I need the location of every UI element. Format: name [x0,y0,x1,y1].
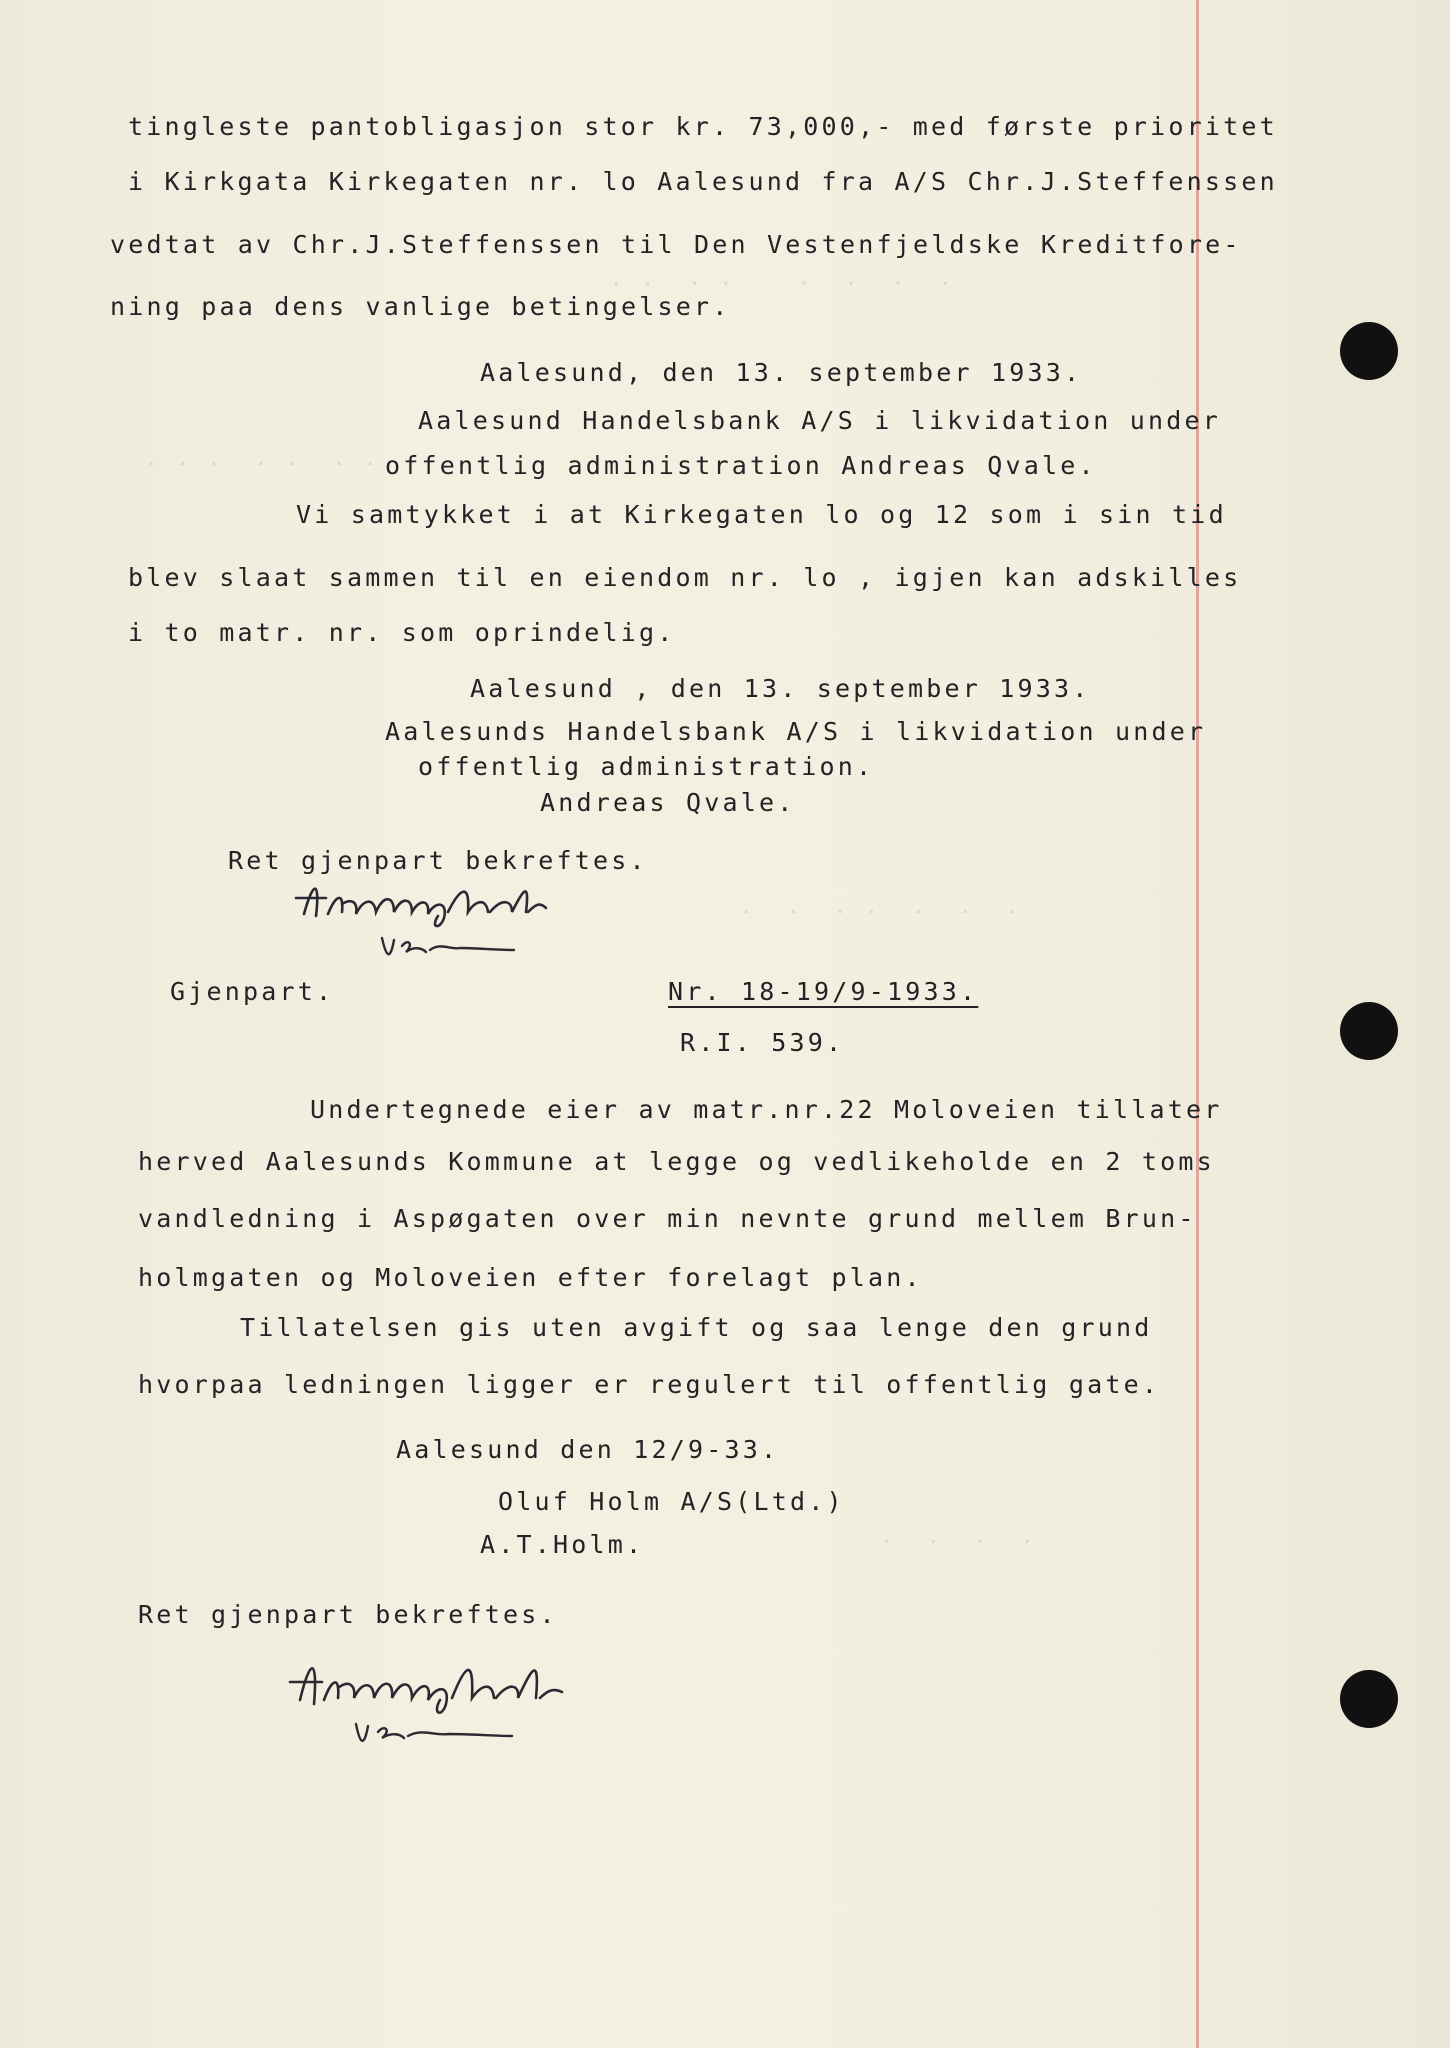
bleed-through-text: · · · · · · · [145,452,380,476]
paragraph-line: ning paa dens vanlige betingelser. [110,292,731,321]
date-line: Aalesund den 12/9-33. [396,1435,780,1464]
bleed-through-text: · · · · · · · · [610,272,955,296]
registration-number: Nr. 18-19/9-1933. [668,977,979,1006]
copy-heading: Gjenpart. [170,977,335,1006]
paragraph-line: Tillatelsen gis uten avgift og saa lenge den grund [240,1313,1153,1342]
reference-number: R.I. 539. [680,1028,845,1057]
paragraph-line: blev slaat sammen til en eiendom nr. lo , igjen kan adskilles [128,563,1242,592]
signatory-line: offentlig administration Andreas Qvale. [385,451,1097,480]
signatory-line: Oluf Holm A/S(Ltd.) [498,1487,845,1516]
bleed-through-text: · · · · · · · [740,900,1022,924]
red-margin-line [1196,0,1199,2048]
handwritten-signature [282,1628,642,1758]
signatory-line: Aalesunds Handelsbank A/S i likvidation under [385,717,1207,746]
handwritten-signature [290,868,630,978]
paragraph-line: i Kirkgata Kirkegaten nr. lo Aalesund fra A/S Chr.J.Steffenssen [128,167,1278,196]
certification-line: Ret gjenpart bekreftes. [138,1600,558,1629]
bleed-through-text: · · · · [880,1530,1037,1554]
paragraph-line: holmgaten og Moloveien efter forelagt plan. [138,1263,923,1292]
punch-hole-icon [1340,1670,1398,1728]
certification-line: Ret gjenpart bekreftes. [228,846,648,875]
signatory-line: offentlig administration. [418,752,875,781]
punch-hole-icon [1340,322,1398,380]
punch-hole-icon [1340,1002,1398,1060]
date-line: Aalesund, den 13. september 1933. [480,358,1083,387]
signatory-line: Aalesund Handelsbank A/S i likvidation under [418,406,1222,435]
paragraph-line: Undertegnede eier av matr.nr.22 Moloveien tillater [310,1095,1223,1124]
signatory-line: A.T.Holm. [480,1530,645,1559]
paragraph-line: vandledning i Aspøgaten over min nevnte grund mellem Brun- [138,1204,1197,1233]
paragraph-line: herved Aalesunds Kommune at legge og vedlikeholde en 2 toms [138,1147,1215,1176]
paragraph-line: Vi samtykket i at Kirkegaten lo og 12 som i sin tid [296,500,1227,529]
paragraph-line: i to matr. nr. som oprindelig. [128,618,676,647]
paragraph-line: hvorpaa ledningen ligger er regulert til offentlig gate. [138,1370,1161,1399]
paragraph-line: vedtat av Chr.J.Steffenssen til Den Vestenfjeldske Kreditfore- [110,230,1242,259]
signatory-line: Andreas Qvale. [540,788,796,817]
date-line: Aalesund , den 13. september 1933. [470,674,1091,703]
paragraph-line: tingleste pantobligasjon stor kr. 73,000,- med første prioritet [128,112,1278,141]
